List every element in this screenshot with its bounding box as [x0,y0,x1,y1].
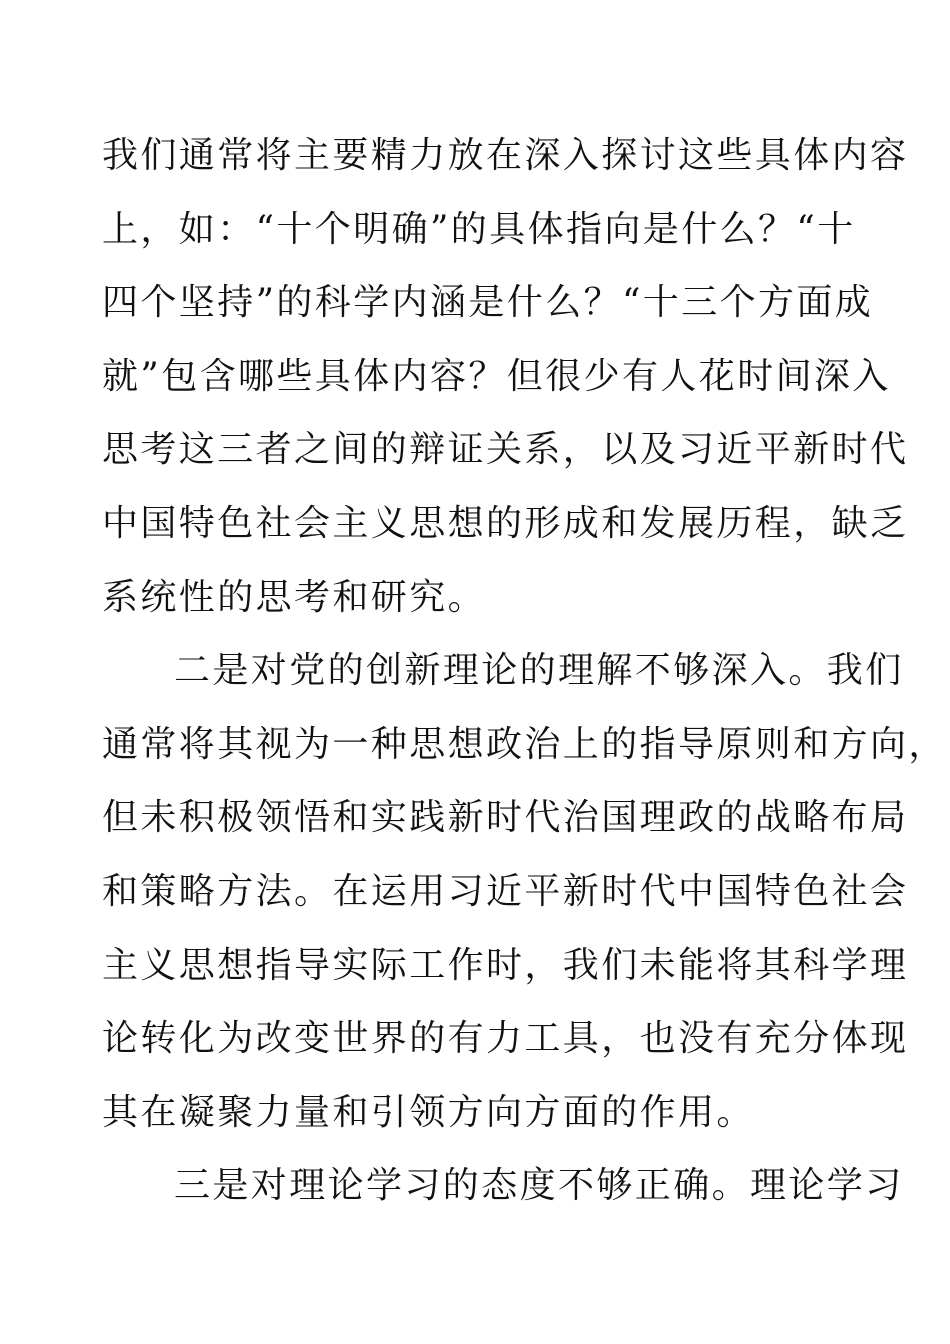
text-line: 和策略方法。在运用习近平新时代中国特色社会 [102,870,909,912]
text-line: 思考这三者之间的辩证关系，以及习近平新时代 [102,429,909,471]
text-line: 系统性的思考和研究。 [102,576,487,618]
text-line: 论转化为改变世界的有力工具，也没有充分体现 [102,1018,909,1060]
text-line: 四个坚持”的科学内涵是什么？“十三个方面成 [102,282,874,324]
text-line: 中国特色社会主义思想的形成和发展历程，缺乏 [102,502,909,544]
text-line: 上，如：“十个明确”的具体指向是什么？“十 [102,208,856,250]
text-line: 通常将其视为一种思想政治上的指导原则和方向， [102,723,947,765]
text-line: 其在凝聚力量和引领方向方面的作用。 [102,1091,755,1133]
text-line: 主义思想指导实际工作时，我们未能将其科学理 [102,944,909,986]
text-line: 就”包含哪些具体内容？但很少有人花时间深入 [102,355,891,397]
document-body [102,126,947,1230]
paragraph-first-line: 三是对理论学习的态度不够正确。理论学习 [174,1165,904,1207]
text-line: 我们通常将主要精力放在深入探讨这些具体内容 [102,135,909,176]
paragraph-first-line: 二是对党的创新理论的理解不够深入。我们 [174,650,904,692]
text-line: 但未积极领悟和实践新时代治国理政的战略布局 [102,797,909,839]
